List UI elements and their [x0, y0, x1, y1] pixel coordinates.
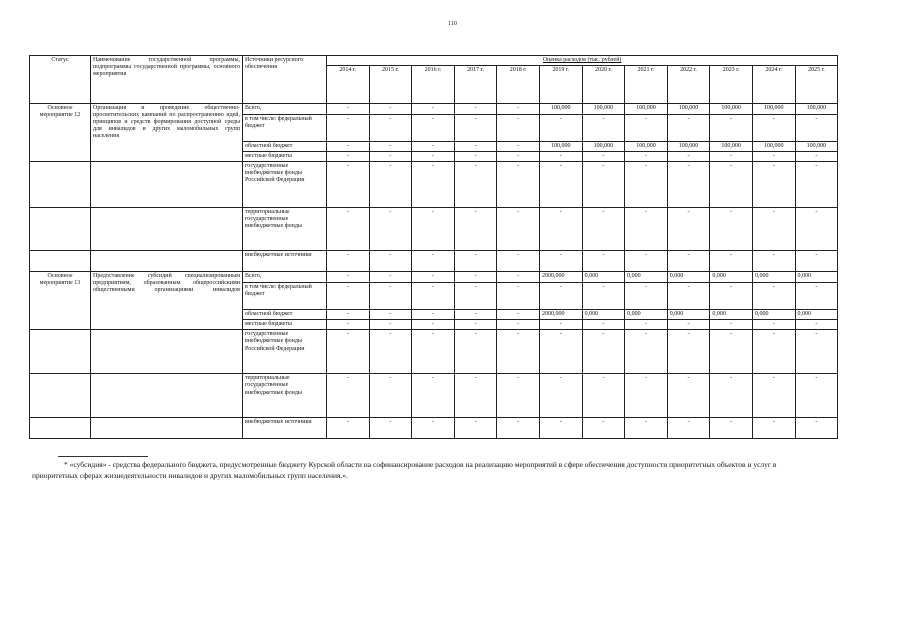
header-name-text: Наименование государственной программы, подпрограммы государственной программы, основного мероприятия: [93, 57, 240, 78]
expense-value: -: [625, 208, 668, 251]
header-year: 2022 г.: [667, 66, 710, 104]
expense-value: -: [369, 115, 412, 142]
expense-value: -: [327, 162, 370, 208]
expense-value: -: [539, 283, 582, 310]
expense-value: -: [582, 115, 625, 142]
activity-name-text: Организация и проведение общественно-просветительских кампаний по распространению идей, принципов и средств формирования доступной среды для инвалидов и других маломобильных групп населения: [93, 105, 240, 140]
expense-value: -: [539, 374, 582, 418]
expense-value: -: [795, 251, 838, 272]
expense-value: -: [667, 418, 710, 439]
table-row: [30, 418, 838, 439]
expense-value: -: [454, 374, 497, 418]
expense-value: -: [710, 283, 753, 310]
activity-status-empty: [30, 251, 91, 272]
expense-value: -: [795, 283, 838, 310]
expense-value: -: [582, 418, 625, 439]
table-row: [30, 374, 838, 418]
expense-value: -: [412, 104, 455, 115]
expense-value: -: [795, 162, 838, 208]
activity-name-empty: [91, 208, 243, 251]
page-number: 110: [448, 21, 457, 27]
expense-value: 100,000: [752, 104, 795, 115]
header-year: 2016 г.: [412, 66, 455, 104]
header-year: 2015 г.: [369, 66, 412, 104]
expense-value: -: [327, 142, 370, 152]
expense-value: -: [710, 152, 753, 162]
expense-value: -: [497, 418, 540, 439]
expense-value: 2000,000: [539, 272, 582, 283]
funding-source: внебюджетные источники: [243, 251, 327, 272]
expense-value: -: [327, 283, 370, 310]
expense-value: 100,000: [625, 142, 668, 152]
expense-value: -: [752, 115, 795, 142]
expense-value: -: [625, 320, 668, 330]
expense-value: 100,000: [667, 142, 710, 152]
expense-value: -: [454, 320, 497, 330]
header-year: 2023 г.: [710, 66, 753, 104]
funding-source: в том числе: федеральный бюджет: [243, 283, 327, 310]
activity-name-empty: [91, 374, 243, 418]
header-year: 2024 г.: [752, 66, 795, 104]
expense-value: 0,000: [752, 272, 795, 283]
expense-value: 0,000: [667, 310, 710, 320]
expense-value: -: [369, 152, 412, 162]
expense-value: -: [539, 418, 582, 439]
activity-status-empty: [30, 162, 91, 208]
expense-value: -: [454, 152, 497, 162]
expense-value: -: [539, 208, 582, 251]
table-row: [30, 272, 838, 283]
expense-value: 0,000: [667, 272, 710, 283]
expense-value: -: [327, 310, 370, 320]
activity-name: [91, 272, 243, 330]
expense-value: -: [454, 418, 497, 439]
header-year: 2021 г.: [625, 66, 668, 104]
activity-status-empty: [30, 330, 91, 374]
footnote-rule: [58, 456, 148, 457]
expense-value: 0,000: [710, 272, 753, 283]
expense-value: -: [539, 152, 582, 162]
expense-value: -: [710, 115, 753, 142]
header-row-top: [30, 56, 838, 66]
expense-value: -: [582, 208, 625, 251]
expense-value: -: [327, 115, 370, 142]
activity-status: Основное мероприятие 12: [30, 104, 91, 162]
expense-value: -: [667, 251, 710, 272]
activity-name: [91, 104, 243, 162]
expense-value: -: [539, 115, 582, 142]
funding-source: областной бюджет: [243, 142, 327, 152]
expense-value: -: [369, 251, 412, 272]
expense-value: -: [497, 320, 540, 330]
expense-value: -: [412, 115, 455, 142]
activity-status-empty: [30, 418, 91, 439]
expense-value: 100,000: [667, 104, 710, 115]
expense-value: -: [582, 283, 625, 310]
expense-value: -: [497, 208, 540, 251]
expense-value: 0,000: [795, 272, 838, 283]
expense-value: -: [625, 162, 668, 208]
expense-value: -: [412, 152, 455, 162]
expense-value: 100,000: [582, 142, 625, 152]
funding-source: государственные внебюджетные фонды Российской Федерации: [243, 162, 327, 208]
funding-source: Всего,: [243, 272, 327, 283]
expense-value: 0,000: [582, 272, 625, 283]
funding-source: местные бюджеты: [243, 320, 327, 330]
expense-value: -: [327, 374, 370, 418]
expense-value: -: [412, 162, 455, 208]
table-row: [30, 104, 838, 115]
expense-value: -: [752, 283, 795, 310]
expense-value: -: [454, 208, 497, 251]
expense-value: -: [625, 374, 668, 418]
expense-value: -: [795, 152, 838, 162]
expense-value: -: [625, 152, 668, 162]
activity-name-empty: [91, 330, 243, 374]
expense-value: 0,000: [625, 310, 668, 320]
expense-value: -: [625, 283, 668, 310]
expense-value: -: [710, 374, 753, 418]
expense-value: -: [369, 320, 412, 330]
expense-value: -: [667, 374, 710, 418]
activity-name-empty: [91, 251, 243, 272]
expense-value: -: [625, 115, 668, 142]
expense-value: -: [412, 208, 455, 251]
expense-value: 0,000: [752, 310, 795, 320]
expense-value: -: [369, 142, 412, 152]
expense-value: 0,000: [795, 310, 838, 320]
expense-value: -: [539, 251, 582, 272]
expense-value: -: [752, 330, 795, 374]
header-name: [91, 56, 243, 104]
expense-value: -: [625, 418, 668, 439]
header-year: 2019 г.: [539, 66, 582, 104]
activity-status-empty: [30, 374, 91, 418]
expense-value: -: [667, 152, 710, 162]
expense-value: -: [327, 104, 370, 115]
expense-value: -: [795, 330, 838, 374]
funding-source: территориальные государственные внебюджетные фонды: [243, 208, 327, 251]
expense-value: -: [369, 104, 412, 115]
expense-value: -: [795, 320, 838, 330]
expense-value: 100,000: [752, 142, 795, 152]
table-row: [30, 251, 838, 272]
expense-value: -: [412, 330, 455, 374]
expense-value: -: [412, 142, 455, 152]
expense-value: -: [667, 162, 710, 208]
expense-value: -: [327, 330, 370, 374]
expense-value: -: [752, 162, 795, 208]
expense-value: -: [625, 251, 668, 272]
expense-value: -: [667, 208, 710, 251]
expense-value: -: [497, 115, 540, 142]
expense-value: -: [412, 283, 455, 310]
expense-value: -: [454, 104, 497, 115]
expense-value: -: [497, 142, 540, 152]
expense-value: 100,000: [539, 104, 582, 115]
expense-value: -: [454, 251, 497, 272]
expense-value: -: [369, 283, 412, 310]
expense-value: -: [412, 374, 455, 418]
funding-source: территориальные государственные внебюджетные фонды: [243, 374, 327, 418]
expense-value: 100,000: [710, 142, 753, 152]
expense-value: 0,000: [582, 310, 625, 320]
expense-value: -: [582, 251, 625, 272]
activity-status: Основное мероприятие 13: [30, 272, 91, 330]
expense-value: 100,000: [582, 104, 625, 115]
expense-value: 0,000: [625, 272, 668, 283]
expense-value: -: [454, 330, 497, 374]
funding-source: Всего,: [243, 104, 327, 115]
expense-value: -: [710, 208, 753, 251]
expense-value: -: [369, 418, 412, 439]
expense-value: -: [795, 418, 838, 439]
expense-value: -: [454, 162, 497, 208]
header-year: 2025 г.: [795, 66, 838, 104]
expense-value: -: [667, 115, 710, 142]
expense-value: -: [497, 251, 540, 272]
table-row: [30, 162, 838, 208]
expense-value: -: [369, 310, 412, 320]
expense-value: -: [752, 152, 795, 162]
budget-table: [29, 55, 838, 439]
expense-value: -: [752, 208, 795, 251]
expense-value: -: [582, 320, 625, 330]
header-estimate: Оценка расходов (тыс. рублей): [327, 56, 838, 66]
expense-value: -: [752, 418, 795, 439]
expense-value: -: [667, 320, 710, 330]
funding-source: областной бюджет: [243, 310, 327, 320]
expense-value: -: [412, 272, 455, 283]
table-row: [30, 208, 838, 251]
expense-value: -: [497, 272, 540, 283]
expense-value: 2000,000: [539, 310, 582, 320]
expense-value: -: [412, 320, 455, 330]
expense-value: -: [369, 374, 412, 418]
expense-value: -: [752, 320, 795, 330]
expense-value: -: [327, 152, 370, 162]
expense-value: 100,000: [795, 104, 838, 115]
expense-value: -: [369, 208, 412, 251]
activity-status-empty: [30, 208, 91, 251]
expense-value: -: [454, 272, 497, 283]
activity-name-text: Предоставление субсидий специализированным предприятиям, образованным общероссийскими общественными организациями инвалидов: [93, 273, 240, 294]
expense-value: -: [412, 310, 455, 320]
expense-value: -: [795, 115, 838, 142]
expense-value: -: [497, 152, 540, 162]
funding-source: государственные внебюджетные фонды Российской Федерации: [243, 330, 327, 374]
header-status: Статус: [30, 56, 91, 104]
table-row: [30, 330, 838, 374]
activity-name-empty: [91, 418, 243, 439]
funding-source: местные бюджеты: [243, 152, 327, 162]
expense-value: -: [497, 104, 540, 115]
footnote: * «субсидия» - средства федерального бюджета, предусмотренные бюджету Курской области на софинансирование расходов на реализацию мероприятий в сфере обеспечения доступности приоритетных объектов и услуг в приоритетных сферах жизнедеятельности инвалидов и других маломобильных групп населения.».: [32, 460, 777, 480]
expense-value: -: [369, 330, 412, 374]
activity-name-empty: [91, 162, 243, 208]
expense-value: -: [752, 251, 795, 272]
expense-value: -: [369, 272, 412, 283]
expense-value: 0,000: [710, 310, 753, 320]
expense-value: -: [795, 208, 838, 251]
header-year: 2018 г.: [497, 66, 540, 104]
expense-value: -: [454, 310, 497, 320]
header-year: 2017 г.: [454, 66, 497, 104]
expense-value: -: [582, 374, 625, 418]
expense-value: -: [582, 330, 625, 374]
expense-value: -: [710, 320, 753, 330]
expense-value: -: [625, 330, 668, 374]
expense-value: -: [539, 320, 582, 330]
expense-value: -: [497, 283, 540, 310]
expense-value: -: [454, 283, 497, 310]
expense-value: -: [454, 115, 497, 142]
expense-value: -: [710, 162, 753, 208]
funding-source: внебюджетные источники: [243, 418, 327, 439]
expense-value: -: [539, 330, 582, 374]
expense-value: -: [497, 310, 540, 320]
expense-value: -: [369, 162, 412, 208]
expense-value: -: [327, 320, 370, 330]
header-source: Источники ресурсного обеспечения: [243, 56, 327, 104]
expense-value: -: [752, 374, 795, 418]
expense-value: -: [582, 162, 625, 208]
expense-value: -: [667, 330, 710, 374]
expense-value: -: [327, 418, 370, 439]
header-year: 2020 г.: [582, 66, 625, 104]
expense-value: -: [412, 251, 455, 272]
expense-value: -: [795, 374, 838, 418]
table-body: [30, 104, 838, 439]
expense-value: 100,000: [539, 142, 582, 152]
expense-value: -: [710, 330, 753, 374]
expense-value: -: [497, 330, 540, 374]
expense-value: -: [582, 152, 625, 162]
expense-value: 100,000: [795, 142, 838, 152]
expense-value: -: [710, 418, 753, 439]
funding-source: в том числе: федеральный бюджет: [243, 115, 327, 142]
expense-value: -: [539, 162, 582, 208]
expense-value: 100,000: [710, 104, 753, 115]
expense-value: -: [454, 142, 497, 152]
expense-value: -: [327, 208, 370, 251]
expense-value: -: [497, 162, 540, 208]
expense-value: -: [327, 272, 370, 283]
expense-value: -: [327, 251, 370, 272]
expense-value: -: [710, 251, 753, 272]
expense-value: 100,000: [625, 104, 668, 115]
expense-value: -: [497, 374, 540, 418]
expense-value: -: [412, 418, 455, 439]
header-year: 2014 г.: [327, 66, 370, 104]
expense-value: -: [667, 283, 710, 310]
